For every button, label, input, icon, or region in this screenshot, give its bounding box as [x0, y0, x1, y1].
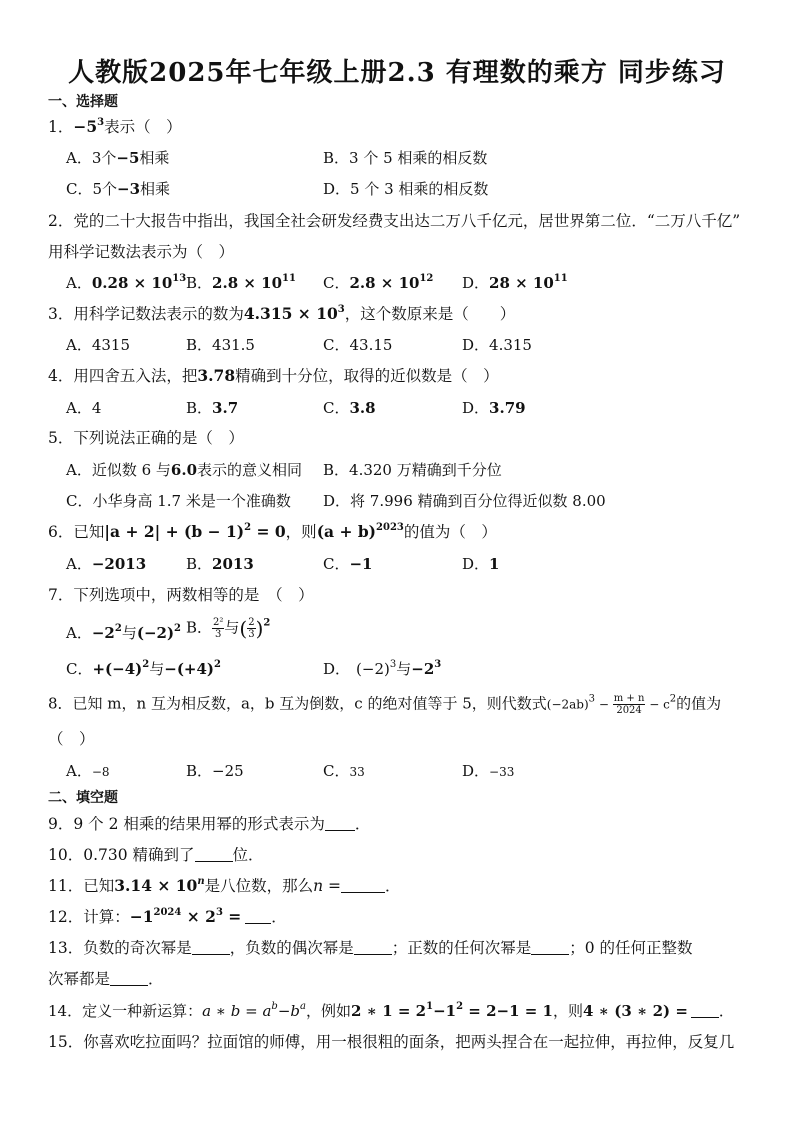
- q9-stem: 9．9 个 2 相乘的结果用幂的形式表示为: [48, 815, 325, 833]
- q14-stem-pre: 14．定义一种新运算：: [48, 1002, 203, 1020]
- q7-option-b-denominator-1: 3: [215, 629, 222, 640]
- q5-option-d[interactable]: D．将 7.996 精确到百分位得近似数 8.00: [323, 492, 606, 510]
- q8-option-a[interactable]: [66, 761, 110, 782]
- q7-option-a-left: −2: [91, 624, 115, 642]
- q1-option-c[interactable]: [66, 179, 170, 199]
- question-1: [48, 117, 182, 137]
- q4-option-b[interactable]: [186, 398, 238, 418]
- question-9: [48, 814, 370, 834]
- q14-example-3: = 2−1 = 1: [463, 1002, 553, 1020]
- q10-stem: 10．0.730 精确到了: [48, 846, 195, 864]
- q14-example-2: −1: [433, 1002, 457, 1020]
- q1-option-d[interactable]: D．5 个 3 相乘的相反数: [323, 180, 489, 198]
- q8-expr-1: (−2ab): [546, 697, 589, 712]
- q12-expr-2: × 2: [181, 907, 216, 926]
- q9-stem-end: ．: [354, 815, 371, 833]
- q13-blank-4[interactable]: [110, 971, 148, 986]
- q11-base: 3.14 × 10: [114, 876, 198, 895]
- q7-option-b-denominator-2: 3: [248, 629, 255, 640]
- q7-option-a[interactable]: [66, 623, 181, 643]
- q4-stem-pre: 4．用四舍五入法，把: [48, 367, 198, 385]
- q13-blank-3[interactable]: [531, 940, 569, 955]
- q1-option-c-text: C．5个: [66, 180, 118, 198]
- q1-exponent: 3: [97, 117, 105, 128]
- q3-exp: 3: [337, 304, 345, 315]
- q13-part-f: ．: [148, 970, 164, 988]
- q6-stem-pre: 6．已知: [48, 523, 105, 541]
- q7-option-c-right: −(+4): [164, 660, 215, 678]
- q2-option-c-label: C．: [323, 274, 350, 292]
- q4-option-d-label: D．: [462, 399, 490, 417]
- q3-stem-post: ，这个数原来是（ ）: [344, 305, 516, 323]
- q12-exp: 2024: [153, 907, 182, 918]
- q8-expr-2: − c: [645, 697, 670, 712]
- q5-option-b[interactable]: B．4.320 万精确到千分位: [323, 461, 502, 479]
- q8-option-c-value: 33: [349, 765, 365, 779]
- q7-option-d-right-exp: 3: [434, 659, 442, 670]
- q7-option-b-numerator-2: 2: [248, 617, 255, 628]
- q7-option-d-and: 与: [396, 660, 412, 678]
- question-2-line-1: 2．党的二十大报告中指出，我国全社会研发经费支出达二万八千亿元，居世界第二位．“二万八千亿”: [48, 212, 741, 230]
- q6-option-c-value: −1: [349, 555, 373, 573]
- page-title: 人教版2025年七年级上册2.3 有理数的乘方 同步练习: [68, 58, 726, 88]
- q2-option-d-base: 28 × 10: [489, 274, 554, 292]
- q6-expr-2: = 0: [251, 522, 286, 541]
- q2-option-b[interactable]: [186, 273, 296, 293]
- q3-option-c[interactable]: C．43.15: [323, 336, 393, 354]
- q3-stem-pre: 3．用科学记数法表示的数为: [48, 305, 244, 323]
- question-8-line-2: （ ）: [48, 730, 95, 748]
- q4-option-b-label: B．: [186, 399, 213, 417]
- question-13-line-2: [48, 969, 164, 989]
- q1-option-b[interactable]: B．3 个 5 相乘的相反数: [323, 149, 488, 167]
- q13-part-e: 次幂都是: [48, 970, 111, 988]
- q1-option-c-math: −3: [117, 180, 141, 198]
- q14-stem-then: ，则: [552, 1002, 583, 1020]
- q8-exp-1: 3: [588, 693, 596, 705]
- q6-option-b-value: 2013: [212, 555, 254, 573]
- question-2-line-2: 用科学记数法表示为（ ）: [48, 243, 235, 261]
- question-4: [48, 366, 499, 386]
- q14-example-exp-1: 1: [426, 1001, 434, 1012]
- q7-option-c-and: 与: [149, 660, 165, 678]
- q7-option-a-and: 与: [121, 624, 137, 642]
- q10-stem-end: 位．: [232, 846, 264, 864]
- q5-option-a-text: A．近似数 6 与: [66, 461, 171, 479]
- q8-option-b[interactable]: B．−25: [186, 762, 244, 780]
- q7-option-b-fraction-1: [212, 617, 224, 640]
- q3-option-b[interactable]: B．431.5: [186, 336, 255, 354]
- q7-option-d-left-exp: 3: [389, 659, 397, 670]
- q8-option-d-value: −33: [489, 765, 515, 779]
- q4-option-a[interactable]: A．4: [66, 399, 102, 417]
- q6-option-c[interactable]: [323, 554, 373, 574]
- q2-option-c-base: 2.8 × 10: [349, 274, 420, 292]
- q14-ask: 4 ∗ (3 ∗ 2) =: [583, 1002, 688, 1020]
- q14-definition: a ∗ b = a: [202, 1002, 272, 1020]
- q7-option-d[interactable]: [323, 659, 441, 679]
- q14-example: 2 ∗ 1 = 2: [350, 1002, 427, 1020]
- q8-option-d-label: D．: [462, 762, 490, 780]
- q8-option-c-label: C．: [323, 762, 350, 780]
- q8-stem-post: 的值为: [676, 694, 722, 713]
- q6-exp-3: 2023: [376, 522, 404, 533]
- q14-stem-end: ．: [718, 1002, 734, 1020]
- q2-option-a-base: 0.28 × 10: [91, 274, 173, 292]
- q7-option-d-right: −2: [411, 660, 435, 678]
- q14-stem-mid: ，例如: [305, 1002, 351, 1020]
- q3-option-d[interactable]: D．4.315: [462, 336, 532, 354]
- q7-option-c-left-exp: 2: [142, 659, 150, 670]
- q7-option-c-right-exp: 2: [214, 659, 221, 670]
- q8-minus: −: [595, 697, 613, 712]
- q11-stem-pre: 11．已知: [48, 877, 115, 895]
- q14-definition-exp-1: b: [271, 1001, 278, 1012]
- q1-base: −5: [73, 117, 98, 136]
- q6-expr-1: |a + 2| + (b − 1): [104, 522, 245, 541]
- q7-option-a-right: (−2): [136, 624, 175, 642]
- q11-stem-mid: 是八位数，那么: [204, 877, 314, 895]
- q12-equals: =: [222, 907, 242, 926]
- q7-option-b[interactable]: B． $\frac{\text{2²}}{3}$ 与( $\frac{2}{3}$ )$^2$: [186, 616, 271, 641]
- q1-option-a[interactable]: [66, 148, 169, 168]
- q7-option-b-exp: 2: [263, 617, 271, 629]
- question-13-line-1: [48, 938, 693, 958]
- q2-option-a-exp: 13: [172, 273, 187, 284]
- q8-option-a-value: −8: [91, 765, 110, 779]
- q2-option-a[interactable]: [66, 273, 186, 293]
- q7-option-c[interactable]: [66, 659, 221, 679]
- question-8-line-1: [48, 693, 721, 716]
- q8-option-d[interactable]: [462, 761, 514, 782]
- q6-option-d-value: 1: [489, 555, 500, 573]
- q2-option-d[interactable]: [462, 273, 568, 293]
- q4-option-c-value: 3.8: [349, 399, 376, 417]
- q11-variable: n =: [313, 877, 342, 895]
- q1-option-a-math: −5: [116, 149, 140, 167]
- question-15: 15．你喜欢吃拉面吗？拉面馆的师傅，用一根很粗的面条，把两头捏合在一起拉伸，再拉伸，反复几: [48, 1033, 735, 1051]
- question-5: 5．下列说法正确的是（ ）: [48, 429, 244, 447]
- q6-stem-mid: ，则: [285, 523, 317, 541]
- q11-stem-end: ．: [385, 877, 401, 895]
- q13-part-a: 13．负数的奇次幂是: [48, 939, 192, 957]
- q8-numerator: m + n: [613, 693, 645, 704]
- q2-option-b-base: 2.8 × 10: [212, 274, 283, 292]
- q7-option-a-label: A．: [66, 624, 92, 642]
- q11-answer-blank[interactable]: [341, 878, 385, 893]
- q7-option-b-fraction-2: [247, 617, 255, 640]
- q7-option-b-and: 与: [224, 618, 240, 637]
- q13-part-b: ，负数的偶次幂是: [229, 939, 354, 957]
- q13-blank-2[interactable]: [354, 940, 392, 955]
- q3-option-a[interactable]: A．4315: [66, 336, 131, 354]
- question-12: [48, 907, 287, 927]
- q4-option-d-value: 3.79: [489, 399, 526, 417]
- q6-option-b-label: B．: [186, 555, 213, 573]
- q9-answer-blank[interactable]: [325, 816, 355, 831]
- q7-option-c-label: C．: [66, 660, 93, 678]
- q6-stem-post: 的值为（ ）: [403, 523, 497, 541]
- q7-option-b-numerator-1: 2²: [213, 617, 224, 628]
- q12-stem-end: ．: [271, 908, 287, 926]
- q4-option-b-value: 3.7: [212, 399, 239, 417]
- q13-part-c: ；正数的任何次幂是: [391, 939, 532, 957]
- question-3: [48, 304, 515, 324]
- section-heading-choice: 一、选择题: [48, 94, 118, 110]
- q5-option-a[interactable]: [66, 460, 302, 480]
- question-6: [48, 522, 497, 542]
- question-7: 7．下列选项中，两数相等的是 （ ）: [48, 586, 314, 604]
- q14-answer-blank[interactable]: [691, 1003, 719, 1018]
- q6-expr-3: (a + b): [316, 522, 377, 541]
- q6-option-a[interactable]: [66, 554, 146, 574]
- q2-option-d-exp: 11: [553, 273, 568, 284]
- q7-option-c-left: +(−4): [92, 660, 143, 678]
- q2-option-d-label: D．: [462, 274, 490, 292]
- section-heading-fill: 二、填空题: [48, 790, 118, 806]
- q6-option-d[interactable]: [462, 554, 499, 574]
- q6-option-d-label: D．: [462, 555, 490, 573]
- q12-exp-2: 3: [215, 907, 223, 918]
- q1-stem: 表示（ ）: [104, 118, 182, 136]
- q1-option-a-text: A．3个: [66, 149, 117, 167]
- q12-stem-pre: 12．计算：: [48, 908, 130, 926]
- q10-answer-blank[interactable]: [195, 847, 233, 862]
- q14-definition-mid: −b: [277, 1002, 300, 1020]
- q4-option-c[interactable]: [323, 398, 376, 418]
- q1-option-a-tail: 相乘: [139, 149, 170, 167]
- q13-part-d: ；0 的任何正整数: [569, 939, 693, 957]
- q2-option-c[interactable]: [323, 273, 433, 293]
- q7-option-b-label: B．: [186, 618, 213, 637]
- q8-option-a-label: A．: [66, 762, 92, 780]
- q8-fraction: [613, 693, 646, 716]
- q7-option-a-right-exp: 2: [174, 623, 182, 634]
- q2-option-c-exp: 12: [419, 273, 434, 284]
- q2-option-b-exp: 11: [282, 273, 296, 284]
- q5-option-a-tail: 表示的意义相同: [197, 461, 303, 479]
- q14-example-exp-2: 2: [456, 1001, 464, 1012]
- q2-option-a-label: A．: [66, 274, 92, 292]
- q4-option-c-label: C．: [323, 399, 350, 417]
- q7-option-a-left-exp: 2: [114, 623, 122, 634]
- q4-stem-post: 精确到十分位，取得的近似数是（ ）: [235, 367, 499, 385]
- question-10: [48, 845, 264, 865]
- q8-option-c[interactable]: [323, 761, 365, 782]
- q5-option-c[interactable]: C．小华身高 1.7 米是一个准确数: [66, 492, 291, 510]
- q8-exp-2: 2: [669, 693, 677, 705]
- q2-option-b-label: B．: [186, 274, 213, 292]
- q4-number: 3.78: [197, 366, 236, 385]
- q12-answer-blank[interactable]: [245, 909, 271, 924]
- q6-option-a-label: A．: [66, 555, 92, 573]
- q6-option-a-value: −2013: [91, 555, 147, 573]
- q14-definition-exp-2: a: [300, 1001, 306, 1012]
- q6-exp-1: 2: [244, 522, 252, 533]
- q8-stem-pre: 8．已知 m，n 互为相反数，a，b 互为倒数，c 的绝对值等于 5，则代数式: [48, 694, 547, 713]
- q6-option-b[interactable]: [186, 554, 254, 574]
- q8-denominator: 2024: [616, 705, 642, 716]
- q13-blank-1[interactable]: [192, 940, 230, 955]
- q5-option-a-math: 6.0: [170, 461, 198, 479]
- q4-option-d[interactable]: [462, 398, 526, 418]
- q1-number: 1．: [48, 118, 74, 136]
- q1-option-c-tail: 相乘: [140, 180, 171, 198]
- q11-exp: n: [197, 876, 205, 887]
- q6-option-c-label: C．: [323, 555, 350, 573]
- question-14: [48, 1001, 734, 1021]
- q7-option-d-left: (−2): [356, 660, 390, 678]
- q12-expr: −1: [129, 907, 154, 926]
- q3-base: 4.315 × 10: [243, 304, 338, 323]
- question-11: [48, 876, 401, 896]
- q7-option-d-label: D．: [323, 660, 351, 678]
